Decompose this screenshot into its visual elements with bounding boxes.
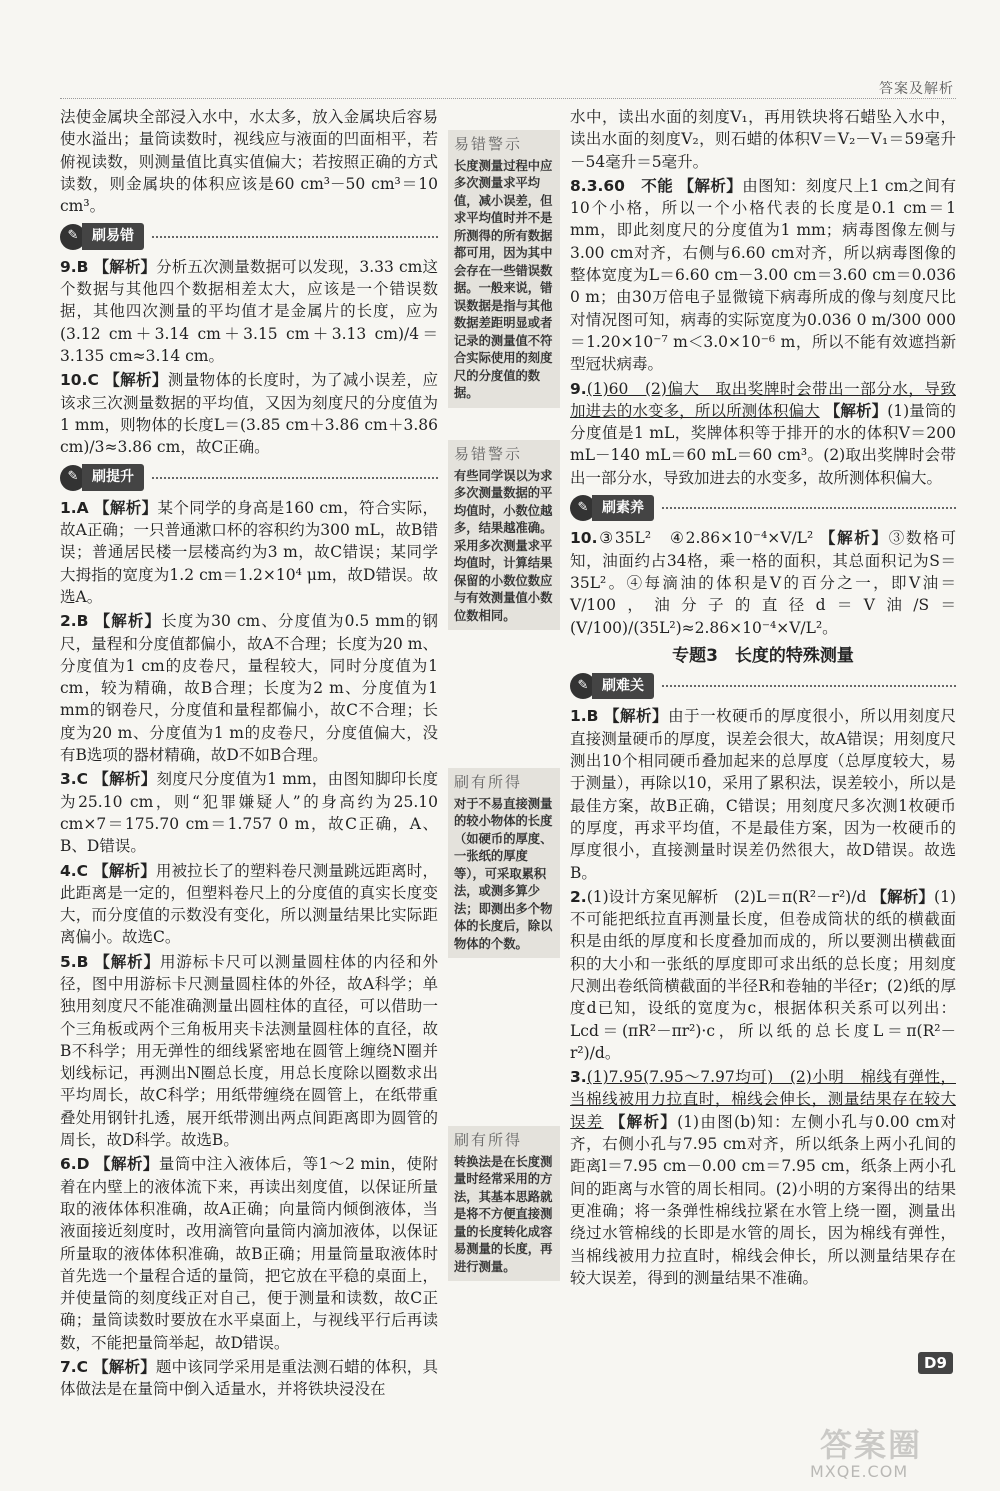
question-9: 9.B 【解析】分析五次测量数据可以发现，3.33 cm这个数据与其他四个数据相差太大，应该是一个错误数据，其他四次测量的平均值才是金属片的长度，应为(3.12 cm＋3.14 cm＋3.15 cm＋3.13 cm)/4＝3.135 cm≈3.14 cm。 xyxy=(60,257,438,365)
section-label: 刷素养 xyxy=(592,495,654,521)
side-note-title: 刷有所得 xyxy=(454,773,523,791)
tisheng-7: 7.C 【解析】题中该同学采用是重法测石蜡的体积，具体做法是在量筒中倒入适量水，并将铁块浸没在 xyxy=(60,1358,438,1399)
watermark-url: MXQE.COM xyxy=(810,1462,909,1481)
section-badge-nanguan xyxy=(570,673,956,699)
question-9-right: 9.(1)60 (2)偏大 取出奖牌时会带出一部分水，导致加进去的水变多，所以所测体积偏大 【解析】(1)量筒的分度值是1 mL，奖牌体积等于排开的水的体积V＝200 mL－140 mL＝60 mL＝60 cm³。(2)取出奖牌时会带出一部分水，导致加进去的水变多，故所测体积偏大。 xyxy=(570,379,956,487)
pen-icon: ✎ xyxy=(570,673,596,699)
section-divider xyxy=(662,507,956,509)
pen-icon: ✎ xyxy=(60,465,86,491)
side-note-title: 易错警示 xyxy=(454,445,523,463)
tisheng-6: 6.D 【解析】量筒中注入液体后，等1～2 min，使附着在内壁上的液体流下来，再读出刻度值，以保证所量取的液体体积准确，故A正确；向量筒内倾倒液体，当液面接近刻度时，改用滴管向量筒内滴加液体，以保证所量取的液体体积准确，故B正确；用量筒量取液体时首先选一个量程合适的量筒，把它放在平稳的桌面上，并使量筒的刻度线正对自己，便于测量和读数，故C正确；量筒读数时要放在水平桌面上，与视线平行后再读数，不能把量筒举起，故D错误。 xyxy=(60,1155,438,1352)
tisheng-3: 3.C 【解析】刻度尺分度值为1 mm，由图知脚印长度为25.10 cm，则“犯罪嫌疑人”的身高约为25.10 cm×7＝175.70 cm＝1.757 0 m，故C正确，A、B、D错误。 xyxy=(60,770,438,856)
question-10: 10.C 【解析】测量物体的长度时，为了减小误差，应该求三次测量数据的平均值，又因为刻度尺的分度值为1 mm，则物体的长度L＝(3.85 cm＋3.86 cm＋3.86 cm)/3≈3.86 cm，故C正确。 xyxy=(60,371,438,457)
side-note-text: 有些同学误以为求多次测量数据的平均值时，小数位越多，结果越准确。采用多次测量求平均值时，计算结果保留的小数位数应与有效测量值小数位数相同。 xyxy=(454,467,553,623)
topic-title: 专题3 长度的特殊测量 xyxy=(672,645,854,666)
side-note-deshou-1 xyxy=(448,768,560,958)
tisheng-4: 4.C 【解析】用被拉长了的塑料卷尺测量跳远距离时，此距离是一定的，但塑料卷尺上的分度值的真实长度变大，而分度值的示数没有变化，所以测量结果比实际距离偏小。故选C。 xyxy=(60,861,438,947)
pen-icon: ✎ xyxy=(570,495,596,521)
tisheng-5: 5.B 【解析】用游标卡尺可以测量圆柱体的内径和外径，图中用游标卡尺测量圆柱体的外径，故A科学；单独用刻度尺不能准确测量出圆柱体的直径，可以借助一个三角板或两个三角板用夹卡法测量圆柱体的直径，故B不科学；用无弹性的细线紧密地在圆管上缠绕N圈并划线标记，再测出N圈总长度，用总长度除以圈数求出平均周长，故C科学；用纸带缠绕在圆管上，在纸带重叠处用钢针扎透，展开纸带测出两点间距离即为圆管的周长，故D科学。故选B。 xyxy=(60,952,438,1150)
right-intro: 水中，读出水面的刻度V₁，再用铁块将石蜡坠入水中，读出水面的刻度V₂，则石蜡的体积V＝V₂－V₁＝59毫升－54毫升＝5毫升。 xyxy=(570,108,956,171)
left-column xyxy=(60,106,438,1403)
nanguan-3: 3.(1)7.95(7.95～7.97均可) (2)小明 棉线有弹性，当棉线被用力拉直时，棉线会伸长，测量结果存在较大误差 【解析】(1)由图(b)知：左侧小孔与0.00 cm对齐，右侧小孔与7.95 cm对齐，所以纸条上两小孔间的距离l＝7.95 cm－0.00 cm＝7.95 cm，纸条上两小孔间的距离与水管的周长相同。(2)小明的方案得出的结果更准确；将一条弹性棉线拉紧在水管上绕一圈，测量出绕过水管棉线的长即是水管的周长，因为棉线有弹性，当棉线被用力拉直时，棉线会伸长，所以测量结果存在较大误差，得到的测量结果不准确。 xyxy=(570,1068,956,1287)
side-note-title: 易错警示 xyxy=(454,135,523,153)
section-badge-suyang xyxy=(570,495,956,521)
header-title: 答案及解析 xyxy=(879,81,954,97)
watermark-logo: 答案圈 xyxy=(820,1426,923,1464)
section-label: 刷提升 xyxy=(82,464,144,490)
left-intro: 法使金属块全部浸入水中，水太多，放入金属块后容易使水溢出；量筒读数时，视线应与液面的凹面相平，若俯视读数，则测量值比真实值偏大；若按照正确的方式读数，则金属块的体积应该是60 cm³－50 cm³＝10 cm³。 xyxy=(60,108,438,216)
section-divider xyxy=(152,236,438,238)
page-number: D9 xyxy=(918,1352,953,1374)
side-note-deshou-2 xyxy=(448,1126,560,1281)
section-divider xyxy=(662,685,956,687)
question-10-right: 10.③35L² ④2.86×10⁻⁴×V/L² 【解析】③数格可知，油面约占34格，乘一格的面积，其总面积记为S＝35L²。④每滴油的体积是V的百分之一，即V油＝V/100，油分子的直径d＝V油/S＝(V/100)/(35L²)≈2.86×10⁻⁴×V/L²。 xyxy=(570,529,956,637)
nanguan-1: 1.B 【解析】由于一枚硬币的厚度很小，所以用刻度尺直接测量硬币的厚度，误差会很大，故A错误；用刻度尺测出10个相同硬币叠加起来的总厚度（总厚度较大，易于测量），再除以10，采用了累积法，误差较小，所以是最佳方案，故B正确，C错误；用刻度尺多次测1枚硬币的厚度，再求平均值，不是最佳方案，因为一枚硬币的厚度很小，直接测量时误差仍然很大，故D错误。故选B。 xyxy=(570,707,956,882)
side-note-text: 长度测量过程中应多次测量求平均值，减小误差，但求平均值时并不是所测得的所有数据都可用，因为其中会存在一些错误数据。一般来说，错误数据是指与其他数据差距明显或者记录的测量值不符合实际使用的刻度尺的分度值的数据。 xyxy=(454,157,553,400)
header-divider xyxy=(60,98,956,99)
pen-icon: ✎ xyxy=(60,224,86,250)
section-divider xyxy=(152,477,438,479)
section-badge-tisheng xyxy=(60,464,438,490)
tisheng-1: 1.A 【解析】某个同学的身高是160 cm，符合实际，故A正确；一只普通漱口杯的容积约为300 mL，故B错误；普通居民楼一层楼高约为3 m，故C错误；某同学大拇指的宽度为1.2 cm＝1.2×10⁴ μm，故D错误。故选A。 xyxy=(60,498,438,606)
nanguan-2: 2.(1)设计方案见解析 (2)L＝π(R²－r²)/d 【解析】(1)不可能把纸拉直再测量长度，但卷成筒状的纸的横截面积是由纸的厚度和长度叠加而成的，所以要测出横截面积的大小和一张纸的厚度即可求出纸的总长度；用刻度尺测出卷纸筒横截面的半径R和卷轴的半径r；(2)纸的厚度d已知，设纸的宽度为c，根据体积关系可以列出：Lcd＝(πR²－πr²)·c，所以纸的总长度L＝π(R²－r²)/d。 xyxy=(570,887,956,1062)
side-note-yicuo-2 xyxy=(448,440,560,630)
section-label: 刷易错 xyxy=(82,223,144,249)
side-note-text: 对于不易直接测量的较小物体的长度（如硬币的厚度、一张纸的厚度等），可采取累积法，或测多算少法；即测出多个物体的长度后，除以物体的个数。 xyxy=(454,795,553,951)
right-column xyxy=(570,106,956,1291)
side-note-text: 转换法是在长度测量时经常采用的方法，其基本思路就是将不方便直接测量的长度转化成容易测量的长度，再进行测量。 xyxy=(454,1153,553,1274)
section-label: 刷难关 xyxy=(592,673,654,699)
question-8: 8.3.60 不能 【解析】由图知：刻度尺上1 cm之间有10个小格，所以一个小格代表的长度是0.1 cm＝1 mm，即此刻度尺的分度值为1 mm；病毒图像左侧与3.00 cm对齐，右侧与6.60 cm对齐，所以病毒图像的整体宽度为L＝6.60 cm－3.00 cm＝3.60 cm＝0.036 0 m；由30万倍电子显微镜下病毒所成的像与刻度尺比对情况图可知，病毒的实际宽度为0.036 0 m/300 000＝1.20×10⁻⁷ m＜3.0×10⁻⁶ m，所以不能有效遮挡新型冠状病毒。 xyxy=(570,176,956,374)
side-note-title: 刷有所得 xyxy=(454,1131,523,1149)
tisheng-2: 2.B 【解析】长度为30 cm、分度值为0.5 mm的钢尺，量程和分度值都偏小，故A不合理；长度为20 m、分度值为1 cm的皮卷尺，量程较大，同时分度值为1 cm，较为精确，故B合理；长度为2 m、分度值为1 mm的钢卷尺，分度值和量程都偏小，故C不合理；长度为20 m、分度值为1 m的皮卷尺，分度值偏大，没有B选项的器材精确，故D不如B合理。 xyxy=(60,612,438,765)
side-note-yicuo-1 xyxy=(448,130,560,408)
section-badge-yicuo xyxy=(60,223,438,249)
